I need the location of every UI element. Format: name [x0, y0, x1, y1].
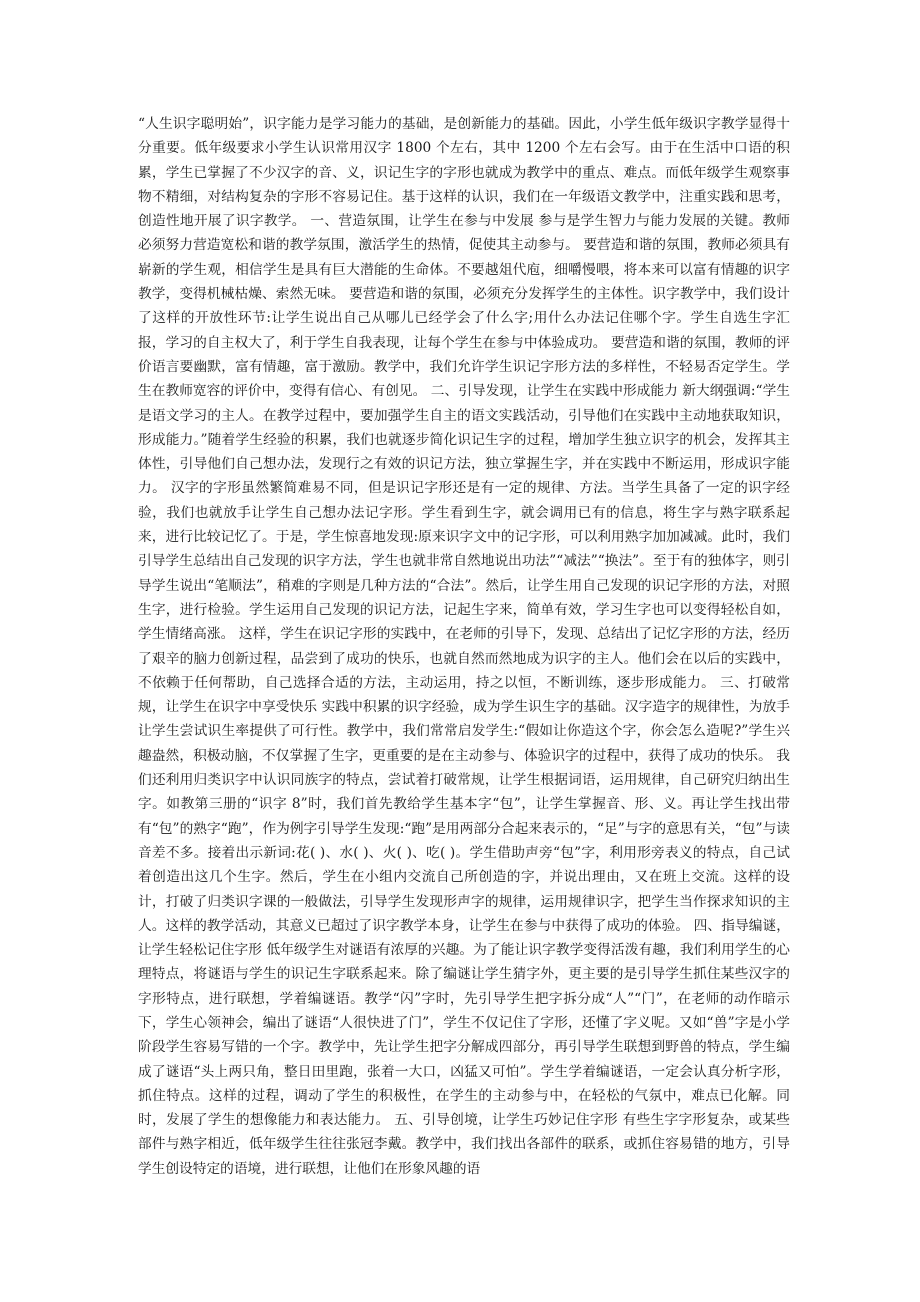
article-body-text: “人生识字聪明始”，识字能力是学习能力的基础，是创新能力的基础。因此，小学生低年级识字教学显得十分重要。低年级要求小学生认识常用汉字 1800 个左右，其中 1200 个左右会写。由于在生活中口语的积累，学生已掌握了不少汉字的音、义，识记生字的字形也就成为教学中的重点、难点。而低年级学生观察事物不精细，对结构复杂的字形不容易记住。基于这样的认识，我们在一年级语文教学中，注重实践和思考，创造性地开展了识字教学。 一、营造氛围，让学生在参与中发展 参与是学生智力与能力发展的关键。教师必须努力营造宽松和谐的教学氛围，激活学生的热情，促使其主动参与。 要营造和谐的氛围，教师必须具有崭新的学生观，相信学生是具有巨大潜能的生命体。不要越俎代庖，细嚼慢喂，将本来可以富有情趣的识字教学，变得机械枯燥、索然无味。 要营造和谐的氛围，必须充分发挥学生的主体性。识字教学中，我们设计了这样的开放性环节:让学生说出自己从哪儿已经学会了什么字;用什么办法记住哪个字。学生自选生字汇报，学习的自主权大了，利于学生自我表现，让每个学生在参与中体验成功。 要营造和谐的氛围，教师的评价语言要幽默，富有情趣，富于激励。教学中，我们允许学生识记字形方法的多样性，不轻易否定学生。学生在教师宽容的评价中，变得有信心、有创见。 二、引导发现，让学生在实践中形成能力 新大纲强调:“学生是语文学习的主人。在教学过程中，要加强学生自主的语文实践活动，引导他们在实践中主动地获取知识，形成能力。”随着学生经验的积累，我们也就逐步简化识记生字的过程，增加学生独立识字的机会，发挥其主体性，引导他们自己想办法，发现行之有效的识记方法，独立掌握生字，并在实践中不断运用，形成识字能力。 汉字的字形虽然繁简难易不同，但是识记字形还是有一定的规律、方法。当学生具备了一定的识字经验，我们也就放手让学生自己想办法记字形。学生看到生字，就会调用已有的信息，将生字与熟字联系起来，进行比较记忆了。于是，学生惊喜地发现:原来识字文中的记字形，可以利用熟字加加减减。此时，我们引导学生总结出自己发现的识字方法，学生也就非常自然地说出功法”“减法”“换法”。至于有的独体字，则引导学生说出“笔顺法”，稍难的字则是几种方法的“合法”。然后，让学生用自己发现的识记字形的方法，对照生字，进行检验。学生运用自己发现的识记方法，记起生字来，简单有效，学习生字也可以变得轻松自如，学生情绪高涨。 这样，学生在识记字形的实践中，在老师的引导下，发现、总结出了记忆字形的方法，经历了艰辛的脑力创新过程，品尝到了成功的快乐，也就自然而然地成为识字的主人。他们会在以后的实践中，不依赖于任何帮助，自己选择合适的方法，主动运用，持之以恒，不断训练，逐步形成能力。 三、打破常规，让学生在识字中享受快乐 实践中积累的识字经验，成为学生识生字的基础。汉字造字的规律性，为放手让学生尝试识生率提供了可行性。教学中，我们常常启发学生:“假如让你造这个字，你会怎么造呢?”学生兴趣盎然，积极动脑，不仅掌握了生字，更重要的是在主动参与、体验识字的过程中，获得了成功的快乐。 我们还利用归类识字中认识同族字的特点，尝试着打破常规，让学生根据词语，运用规律，自己研究归纳出生字。如教第三册的“识字 8”时，我们首先教给学生基本字“包”，让学生掌握音、形、义。再让学生找出带有“包”的熟字“跑”，作为例字引导学生发现:“跑”是用两部分合起来表示的，“足”与字的意思有关，“包”与读音差不多。接着出示新词:花( )、水( )、火( )、吃( )。学生借助声旁“包”字，利用形旁表义的特点，自己试着创造出这几个生字。然后，学生在小组内交流自己所创造的字，并说出理由，又在班上交流。这样的设计，打破了归类识字课的一般做法，引导学生发现形声字的规律，运用规律识字，把学生当作探求知识的主人。这样的教学活动，其意义已超过了识字教学本身，让学生在参与中获得了成功的体验。 四、指导编谜，让学生轻松记住字形 低年级学生对谜语有浓厚的兴趣。为了能让识字教学变得活泼有趣，我们利用学生的心理特点，将谜语与学生的识记生字联系起来。除了编谜让学生猜字外，更主要的是引导学生抓住某些汉字的字形特点，进行联想，学着编谜语。教学“闪”字时，先引导学生把字拆分成“人”“门”，在老师的动作暗示下，学生心领神会，编出了谜语“人很快进了门”，学生不仅记住了字形，还懂了字义呢。又如“兽”字是小学阶段学生容易写错的一个字。教学中，先让学生把字分解成四部分，再引导学生联想到野兽的特点，学生编成了谜语“头上两只角，整日田里跑，张着一大口，凶猛又可怕”。学生学着编谜语，一定会认真分析字形，抓住特点。这样的过程，调动了学生的积极性，在学生的主动参与中，在轻松的气氛中，难点已化解。同时，发展了学生的想像能力和表达能力。 五、引导创境，让学生巧妙记住字形 有些生字字形复杂，或某些部件与熟字相近，低年级学生往往张冠李戴。教学中，我们找出各部件的联系，或抓住容易错的地方，引导学生创设特定的语境，进行联想，让他们在形象风趣的语: [138, 116, 790, 1177]
